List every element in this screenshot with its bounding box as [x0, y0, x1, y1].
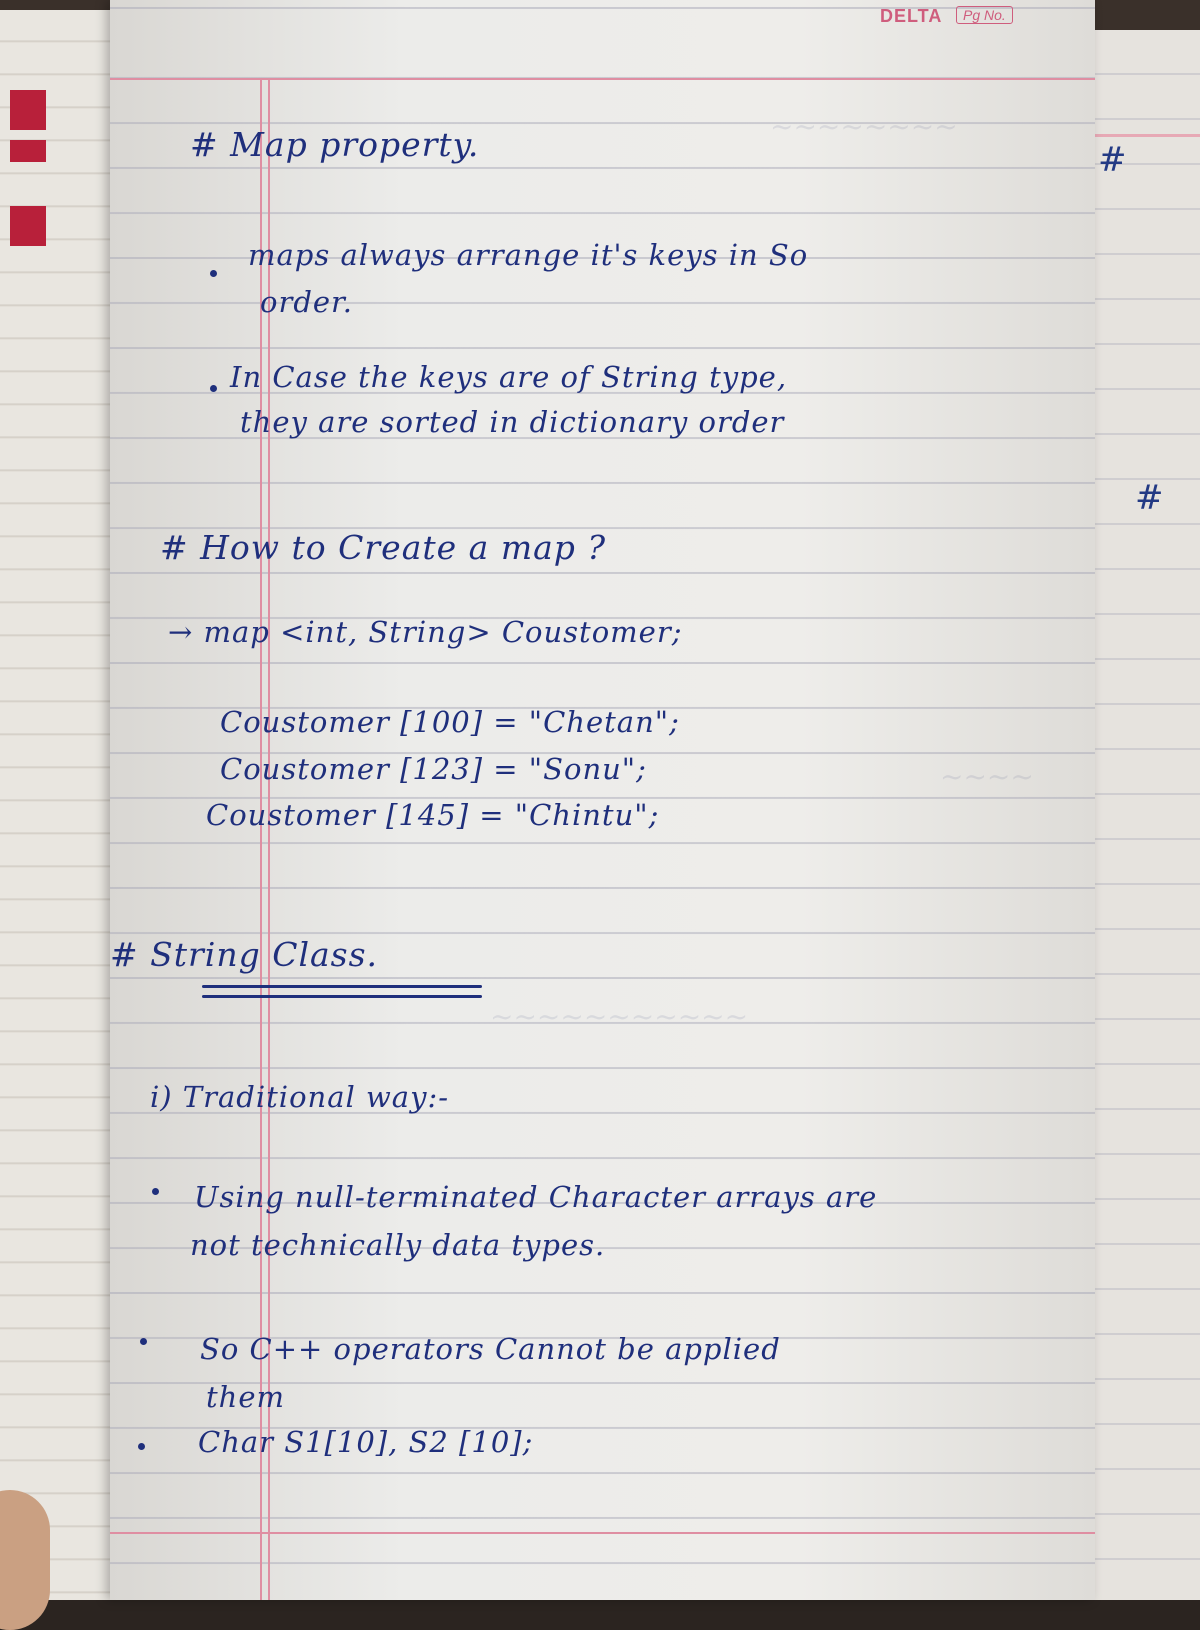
note-line: them	[206, 1380, 285, 1414]
code-assignment: Coustomer [123] = "Sonu";	[220, 752, 647, 786]
page-tab-mark	[10, 206, 46, 246]
section-heading-string-class: # String Class.	[110, 935, 379, 974]
note-line: maps always arrange it's keys in So	[248, 238, 809, 272]
next-page	[1090, 30, 1200, 1600]
show-through-smudge: ~~~~~~~~	[770, 110, 958, 143]
code-assignment: Coustomer [145] = "Chintu";	[206, 798, 660, 832]
note-line: Char S1[10], S2 [10];	[198, 1425, 534, 1459]
notebook-page	[110, 0, 1095, 1600]
note-line: not technically data types.	[190, 1228, 606, 1262]
heading-underline	[202, 995, 482, 998]
bullet-dot	[210, 385, 217, 392]
page-tab-mark	[10, 90, 46, 130]
bullet-dot	[210, 270, 217, 277]
note-line: order.	[260, 285, 353, 319]
subheading-traditional-way: i) Traditional way:-	[150, 1080, 450, 1114]
thumb-in-frame	[0, 1490, 50, 1630]
code-declaration: → map <int, String> Coustomer;	[168, 615, 683, 649]
top-margin-rule	[110, 78, 1095, 80]
show-through-smudge: ~~~~	[940, 760, 1034, 793]
bullet-dot	[140, 1338, 147, 1345]
page-tab-mark	[10, 140, 46, 162]
page-number-box: Pg No.	[956, 6, 1013, 24]
code-assignment: Coustomer [100] = "Chetan";	[220, 705, 680, 739]
next-page-hash-mark: #	[1135, 478, 1164, 518]
section-heading-map-property: # Map property.	[190, 125, 480, 164]
bullet-dot	[138, 1443, 145, 1450]
note-line: So C++ operators Cannot be applied	[200, 1332, 781, 1366]
bullet-dot	[152, 1188, 159, 1195]
bottom-margin-rule	[110, 1532, 1095, 1534]
heading-underline	[202, 985, 482, 988]
notebook-brand: DELTA	[880, 6, 943, 26]
note-line: In Case the keys are of String type,	[230, 360, 788, 394]
section-heading-create-map: # How to Create a map ?	[160, 528, 607, 567]
note-line: they are sorted in dictionary order	[240, 405, 785, 439]
next-page-margin	[1092, 134, 1200, 137]
next-page-hash-mark: #	[1098, 140, 1127, 180]
note-line: Using null-terminated Character arrays are	[194, 1180, 878, 1214]
show-through-smudge: ~~~~~~~~~~~	[490, 1000, 749, 1033]
